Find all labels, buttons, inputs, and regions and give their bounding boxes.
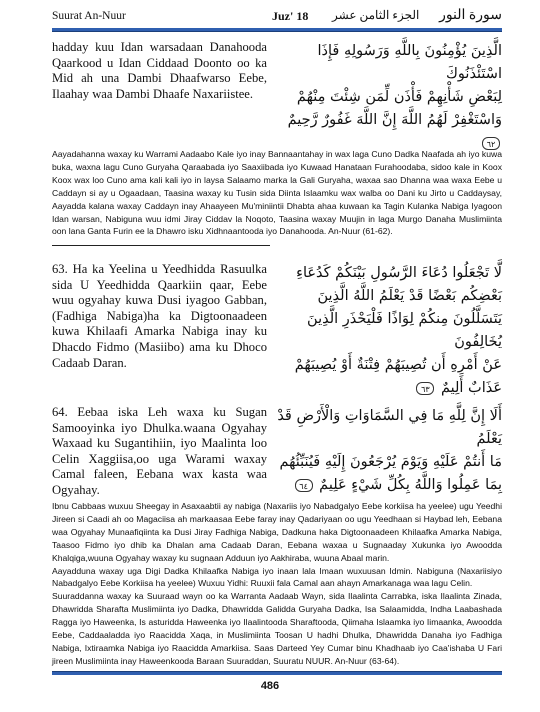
section-divider	[52, 245, 270, 246]
verse-number-marker: ٦٤	[295, 479, 313, 492]
arabic-line: بِمَا عَمِلُوا وَاللَّهُ بِكُلِّ شَيْءٍ عَلِيمٌ ٦٤	[272, 474, 502, 497]
page-header	[52, 6, 502, 26]
arabic-line: أَلَا إِنَّ لِلَّهِ مَا فِي السَّمَاوَاتِ وَالْأَرْضِ قَدْ يَعْلَمُ	[277, 408, 502, 447]
arabic-line: وَاسْتَغْفِرْ لَهُمُ اللَّهَ إِنَّ اللَّهَ غَفُورٌ رَّحِيمٌ ٦٢	[287, 112, 502, 149]
arabic-juz-label: الجزء الثامن عشر	[332, 8, 420, 22]
verse-62-arabic	[272, 40, 502, 155]
verse-62-translation: hadday kuu Idan warsadaan Danahooda Qaarkood u Idan Ciddaad Doonto oo ka Mid ah una Dambi Dhaafwarso Eebe, Ilaahay waa Dambi Dhaafe Naxariistee.	[52, 40, 267, 101]
verse-number-marker: ٦٢	[482, 137, 500, 150]
arabic-line: لَّا تَجْعَلُوا دُعَاءَ الرَّسُولِ بَيْنَكُمْ كَدُعَاءِ	[296, 265, 502, 281]
header-rule	[52, 28, 502, 32]
surah-name: Suurat An-Nuur	[52, 10, 126, 22]
page-number: 486	[260, 680, 280, 692]
verse-63-block	[52, 262, 502, 396]
verse-63-translation: 63. Ha ka Yeelina u Yeedhidda Rasuulka sida U Yeedhidda Qaarkiin qaar, Eebe wuu ogyahay kuwa Dusi iyagoo Gabban,(Fadhiga Nabiga)ha ka Digtoonaadeen kuwa Khilaafi Amarka Nabiga inay ku Dhacdo Fidmo (Masiibo) ama ku Dhoco Cadaab Daran.	[52, 262, 267, 370]
arabic-line: بَعْضِكُم بَعْضًا قَدْ يَعْلَمُ اللَّهُ الَّذِينَ	[317, 288, 502, 304]
verse-63-arabic	[272, 262, 502, 400]
arabic-line: يَتَسَلَّلُونَ مِنكُمْ لِوَاذًا فَلْيَحْذَرِ الَّذِينَ يُخَالِفُونَ	[307, 311, 502, 350]
commentary-61-62	[52, 148, 502, 238]
commentary-paragraph: Aayadduna waxay uga Digi Dadka Khilaafka Nabiga iyo inaan lala Imaan wuxuusan Idmin. Nabiguna (Naxariisiyo Nabadgalyo Eebe Korkiisa ha yeelee) Wuxuu Yidhi: Ruuxii fala Camal aan ahayn Amarkanaga waa lagu Celin.	[52, 565, 502, 589]
commentary-paragraph: Suuraddanna waxay ka Suuraad wayn oo ka Warranta Aadaab Wayn, sida Ilaalinta Carrabka, iska Ilaalinta Zinada, Dhawridda Sharafta Muslimiinta iyo Dadka, Dhawridda Galidda Guryaha Dadka, Isa Salaamidda, Indha Laabashada Ragga iyo Haweenka, Is asturidda Haweenka iyo Ilaalintooda Sharaftooda, Qiimaha Islaamka iyo Iimaanka, Awoodda Eebe, Caddaaladda iyo Raacidda Xaqa, in Muslimiinta Toosan U hadhi Dhulka, Dhawridda Danaha iyo Fadhiga Nabiga, Ixtiraamka Nabiga iyo Raacidda Amarkiisa. Saas Darteed Yey Cumar binu Khadhaab iyo Caa'ishaba U Fari jireen Muslimiinta inay Haweenkooda Baraan Suuraddan, Suuratu NUUR. An-Nuur (63-64).	[52, 591, 502, 666]
verse-64-arabic	[272, 405, 502, 497]
arabic-line: لِبَعْضِ شَأْنِهِمْ فَأْذَن لِّمَن شِئْتَ مِنْهُمْ	[296, 89, 502, 105]
verse-64-translation: 64. Eebaa iska Leh waxa ku Sugan Samooyinka iyo Dhulka.waana Ogyahay Waxaad ku Sugantihiin, iyo Maalinta loo Celin Xaggiisa,oo uga Warami waxay Camal faleen, Eebana wax kasta waa Ogyahay.	[52, 405, 267, 497]
arabic-line: مَا أَنتُمْ عَلَيْهِ وَيَوْمَ يُرْجَعُونَ إِلَيْهِ فَيُنَبِّئُهُم	[279, 454, 502, 470]
verse-62-block	[52, 40, 502, 149]
arabic-line: عَنْ أَمْرِهِ أَن تُصِيبَهُمْ فِتْنَةٌ أَوْ يُصِيبَهُمْ	[294, 357, 502, 373]
commentary-paragraph: Aayadahanna waxay ku Warrami Aadaabo Kale iyo inay Bannaantahay in wax laga Cuno Dadka Naafada ah iyo kuwa buka, waxna lagu Cuno Guryaha Qaraabada iyo Saaxiibada iyo Kuwaad Hanataan Furahoodaba, sidoo kale in Koox Koox wax loo Cuno ama kali kali iyo in laysa Salaamo marka la Gali Guryaha, waxaa sao Dhanna waa waxa Eebe u Caddayn si ay u Ogaadaan, Taasina waxay ku Tusin sida Diinta Islaamku wax walba oo Dani ku Jirto u Caddaysay, Aayadda kalana waxay Caddayn inay Ahaayeen Mu'miniintii Dhabta ahaa kuwaan ka Tagin Kulanka Nabiga Iyagoon Idan warsan, Nabiguna wuu idmi Jiray Ciddav la Noqoto, Taasina waxay Muujin in laga Murgo Danaha Muslimiinta oon lana Ganta Furin ee la Dhawro isku Xidhnaantooda iyo Danahooda. An-Nuur (61-62).	[52, 149, 502, 237]
juz-label: Juz' 18	[272, 9, 309, 23]
verse-number-marker: ٦٣	[416, 382, 434, 395]
commentary-paragraph: Ibnu Cabbaas wuxuu Sheegay in Asaxaabtii ay nabiga (Naxariis iyo Nabadgalyo Eebe korkiisa ha yeelee) ugu Yeedhi Jireen si Caadi ah oo Magaciisa ah markaasaa Eebe faray inay Qadariyaan oo ugu Yeedhaan si Haybad leh, Eebana waa Ogyahay Munaafiqiinta ka Dusi Jiray Fadhiga Nabiga, Dadkuna haka Digtoonaadeen Khilaafka Amarka Nabiga, Taasoo Fidmo iyo dhib ka Dhalan ama Cadaab Daran, Eebana waxaa u Sugnaaday Xukunka iyo Awoodda Khalqiga,wuuna Ogyahay waxay ku sugnaan Adduun iyo Aakhiraba, wuuna Abaal marin.	[52, 501, 502, 563]
arabic-line: الَّذِينَ يُؤْمِنُونَ بِاللَّهِ وَرَسُولِهِ فَإِذَا اسْتَئْذَنُوكَ	[317, 43, 502, 82]
arabic-line: عَذَابٌ أَلِيمٌ ٦٣	[272, 377, 502, 400]
commentary-63-64	[52, 500, 502, 668]
arabic-surah-name: سورة النور	[439, 8, 502, 23]
verse-64-block	[52, 405, 502, 497]
footer-rule	[52, 671, 502, 675]
